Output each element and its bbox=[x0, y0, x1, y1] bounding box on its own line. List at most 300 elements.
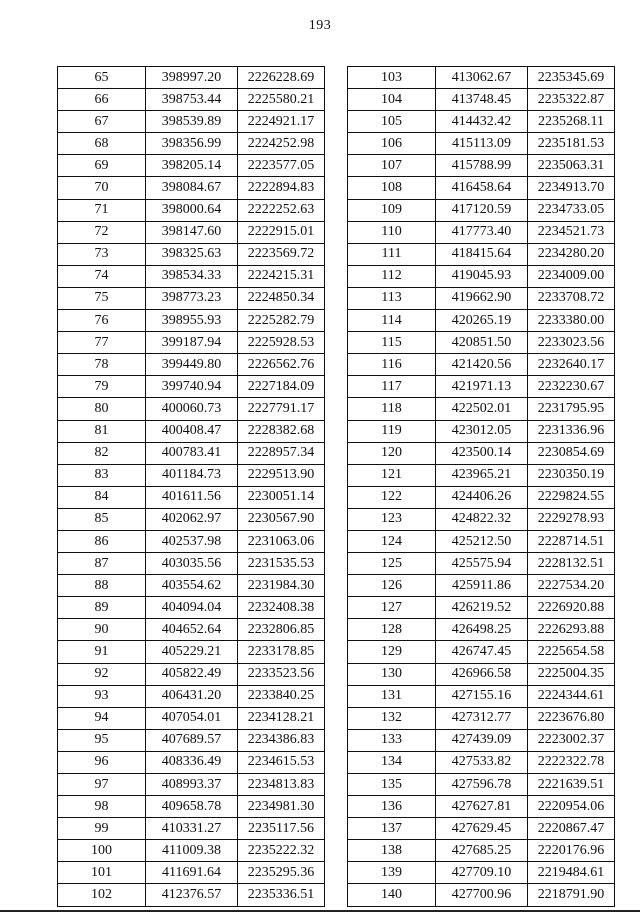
x-coordinate-cell: 398000.64 bbox=[146, 199, 238, 221]
table-row bbox=[348, 707, 615, 729]
point-number-cell: 66 bbox=[58, 89, 146, 111]
y-coordinate-cell: 2224850.34 bbox=[238, 287, 325, 309]
x-coordinate-cell: 405822.49 bbox=[146, 663, 238, 685]
table-row bbox=[348, 796, 615, 818]
y-coordinate-cell: 2234521.73 bbox=[528, 221, 615, 243]
x-coordinate-cell: 398539.89 bbox=[146, 111, 238, 133]
table-row bbox=[58, 575, 325, 597]
table-row bbox=[348, 641, 615, 663]
table-row bbox=[58, 67, 325, 89]
y-coordinate-cell: 2223676.80 bbox=[528, 707, 615, 729]
point-number-cell: 95 bbox=[58, 729, 146, 751]
point-number-cell: 89 bbox=[58, 597, 146, 619]
y-coordinate-cell: 2225928.53 bbox=[238, 332, 325, 354]
point-number-cell: 117 bbox=[348, 376, 436, 398]
table-row bbox=[348, 221, 615, 243]
y-coordinate-cell: 2233523.56 bbox=[238, 663, 325, 685]
point-number-cell: 83 bbox=[58, 464, 146, 486]
table-row bbox=[348, 729, 615, 751]
table-row bbox=[348, 420, 615, 442]
table-row bbox=[58, 398, 325, 420]
y-coordinate-cell: 2226562.76 bbox=[238, 354, 325, 376]
table-row bbox=[58, 840, 325, 862]
table-row bbox=[348, 133, 615, 155]
point-number-cell: 115 bbox=[348, 332, 436, 354]
point-number-cell: 81 bbox=[58, 420, 146, 442]
y-coordinate-cell: 2233840.25 bbox=[238, 685, 325, 707]
x-coordinate-cell: 427709.10 bbox=[436, 862, 528, 884]
table-row bbox=[348, 310, 615, 332]
point-number-cell: 122 bbox=[348, 486, 436, 508]
x-coordinate-cell: 410331.27 bbox=[146, 818, 238, 840]
y-coordinate-cell: 2231336.96 bbox=[528, 420, 615, 442]
page-number: 193 bbox=[308, 18, 332, 33]
y-coordinate-cell: 2229513.90 bbox=[238, 464, 325, 486]
table-row bbox=[58, 597, 325, 619]
x-coordinate-cell: 427596.78 bbox=[436, 774, 528, 796]
x-coordinate-cell: 398773.23 bbox=[146, 287, 238, 309]
point-number-cell: 140 bbox=[348, 884, 436, 906]
y-coordinate-cell: 2223002.37 bbox=[528, 729, 615, 751]
y-coordinate-cell: 2235295.36 bbox=[238, 862, 325, 884]
point-number-cell: 126 bbox=[348, 575, 436, 597]
point-number-cell: 111 bbox=[348, 243, 436, 265]
y-coordinate-cell: 2220867.47 bbox=[528, 818, 615, 840]
x-coordinate-cell: 411691.64 bbox=[146, 862, 238, 884]
point-number-cell: 73 bbox=[58, 243, 146, 265]
point-number-cell: 107 bbox=[348, 155, 436, 177]
point-number-cell: 84 bbox=[58, 486, 146, 508]
point-number-cell: 75 bbox=[58, 287, 146, 309]
table-row bbox=[348, 67, 615, 89]
x-coordinate-cell: 408993.37 bbox=[146, 774, 238, 796]
x-coordinate-cell: 404652.64 bbox=[146, 619, 238, 641]
table-row bbox=[348, 508, 615, 530]
point-number-cell: 129 bbox=[348, 641, 436, 663]
table-row bbox=[348, 243, 615, 265]
point-number-cell: 97 bbox=[58, 774, 146, 796]
table-row bbox=[58, 155, 325, 177]
table-row bbox=[58, 729, 325, 751]
x-coordinate-cell: 406431.20 bbox=[146, 685, 238, 707]
point-number-cell: 79 bbox=[58, 376, 146, 398]
x-coordinate-cell: 411009.38 bbox=[146, 840, 238, 862]
table-row bbox=[348, 111, 615, 133]
table-row bbox=[58, 486, 325, 508]
point-number-cell: 133 bbox=[348, 729, 436, 751]
point-number-cell: 82 bbox=[58, 442, 146, 464]
x-coordinate-cell: 427533.82 bbox=[436, 751, 528, 773]
point-number-cell: 113 bbox=[348, 287, 436, 309]
y-coordinate-cell: 2224215.31 bbox=[238, 265, 325, 287]
y-coordinate-cell: 2234386.83 bbox=[238, 729, 325, 751]
y-coordinate-cell: 2234615.53 bbox=[238, 751, 325, 773]
y-coordinate-cell: 2235336.51 bbox=[238, 884, 325, 906]
table-row bbox=[58, 530, 325, 552]
y-coordinate-cell: 2227534.20 bbox=[528, 575, 615, 597]
point-number-cell: 130 bbox=[348, 663, 436, 685]
table-row bbox=[58, 265, 325, 287]
x-coordinate-cell: 426747.45 bbox=[436, 641, 528, 663]
y-coordinate-cell: 2222915.01 bbox=[238, 221, 325, 243]
x-coordinate-cell: 399449.80 bbox=[146, 354, 238, 376]
x-coordinate-cell: 426219.52 bbox=[436, 597, 528, 619]
x-coordinate-cell: 422502.01 bbox=[436, 398, 528, 420]
x-coordinate-cell: 398147.60 bbox=[146, 221, 238, 243]
y-coordinate-cell: 2232230.67 bbox=[528, 376, 615, 398]
table-row bbox=[58, 111, 325, 133]
y-coordinate-cell: 2230051.14 bbox=[238, 486, 325, 508]
table-row bbox=[58, 420, 325, 442]
point-number-cell: 123 bbox=[348, 508, 436, 530]
table-row bbox=[348, 774, 615, 796]
x-coordinate-cell: 398205.14 bbox=[146, 155, 238, 177]
x-coordinate-cell: 403554.62 bbox=[146, 575, 238, 597]
y-coordinate-cell: 2220176.96 bbox=[528, 840, 615, 862]
point-number-cell: 90 bbox=[58, 619, 146, 641]
coordinates-table-left bbox=[57, 66, 325, 907]
point-number-cell: 134 bbox=[348, 751, 436, 773]
point-number-cell: 102 bbox=[58, 884, 146, 906]
y-coordinate-cell: 2231535.53 bbox=[238, 553, 325, 575]
table-row bbox=[58, 354, 325, 376]
coordinates-table-right-body bbox=[348, 67, 615, 907]
point-number-cell: 124 bbox=[348, 530, 436, 552]
point-number-cell: 91 bbox=[58, 641, 146, 663]
y-coordinate-cell: 2235322.87 bbox=[528, 89, 615, 111]
point-number-cell: 118 bbox=[348, 398, 436, 420]
table-row bbox=[58, 553, 325, 575]
point-number-cell: 136 bbox=[348, 796, 436, 818]
y-coordinate-cell: 2232640.17 bbox=[528, 354, 615, 376]
point-number-cell: 98 bbox=[58, 796, 146, 818]
x-coordinate-cell: 419662.90 bbox=[436, 287, 528, 309]
x-coordinate-cell: 421971.13 bbox=[436, 376, 528, 398]
table-row bbox=[58, 177, 325, 199]
point-number-cell: 74 bbox=[58, 265, 146, 287]
y-coordinate-cell: 2235345.69 bbox=[528, 67, 615, 89]
table-row bbox=[348, 619, 615, 641]
x-coordinate-cell: 407054.01 bbox=[146, 707, 238, 729]
y-coordinate-cell: 2235181.53 bbox=[528, 133, 615, 155]
table-row bbox=[348, 685, 615, 707]
table-row bbox=[348, 818, 615, 840]
x-coordinate-cell: 424822.32 bbox=[436, 508, 528, 530]
point-number-cell: 108 bbox=[348, 177, 436, 199]
x-coordinate-cell: 427700.96 bbox=[436, 884, 528, 906]
x-coordinate-cell: 412376.57 bbox=[146, 884, 238, 906]
y-coordinate-cell: 2234280.20 bbox=[528, 243, 615, 265]
point-number-cell: 85 bbox=[58, 508, 146, 530]
point-number-cell: 120 bbox=[348, 442, 436, 464]
x-coordinate-cell: 425575.94 bbox=[436, 553, 528, 575]
x-coordinate-cell: 426498.25 bbox=[436, 619, 528, 641]
table-row bbox=[348, 840, 615, 862]
table-row bbox=[348, 575, 615, 597]
x-coordinate-cell: 400408.47 bbox=[146, 420, 238, 442]
x-coordinate-cell: 421420.56 bbox=[436, 354, 528, 376]
y-coordinate-cell: 2234733.05 bbox=[528, 199, 615, 221]
point-number-cell: 125 bbox=[348, 553, 436, 575]
x-coordinate-cell: 403035.56 bbox=[146, 553, 238, 575]
table-row bbox=[348, 884, 615, 906]
table-row bbox=[58, 796, 325, 818]
y-coordinate-cell: 2222252.63 bbox=[238, 199, 325, 221]
point-number-cell: 71 bbox=[58, 199, 146, 221]
point-number-cell: 101 bbox=[58, 862, 146, 884]
y-coordinate-cell: 2225004.35 bbox=[528, 663, 615, 685]
point-number-cell: 114 bbox=[348, 310, 436, 332]
table-row bbox=[348, 155, 615, 177]
table-row bbox=[348, 287, 615, 309]
y-coordinate-cell: 2232408.38 bbox=[238, 597, 325, 619]
x-coordinate-cell: 417120.59 bbox=[436, 199, 528, 221]
y-coordinate-cell: 2234128.21 bbox=[238, 707, 325, 729]
y-coordinate-cell: 2226293.88 bbox=[528, 619, 615, 641]
y-coordinate-cell: 2226228.69 bbox=[238, 67, 325, 89]
point-number-cell: 137 bbox=[348, 818, 436, 840]
x-coordinate-cell: 402537.98 bbox=[146, 530, 238, 552]
y-coordinate-cell: 2224344.61 bbox=[528, 685, 615, 707]
table-row bbox=[58, 508, 325, 530]
y-coordinate-cell: 2228132.51 bbox=[528, 553, 615, 575]
coordinates-table-left-body bbox=[58, 67, 325, 907]
table-row bbox=[58, 243, 325, 265]
table-row bbox=[58, 818, 325, 840]
y-coordinate-cell: 2229824.55 bbox=[528, 486, 615, 508]
point-number-cell: 135 bbox=[348, 774, 436, 796]
x-coordinate-cell: 414432.42 bbox=[436, 111, 528, 133]
point-number-cell: 103 bbox=[348, 67, 436, 89]
y-coordinate-cell: 2228957.34 bbox=[238, 442, 325, 464]
point-number-cell: 138 bbox=[348, 840, 436, 862]
y-coordinate-cell: 2233178.85 bbox=[238, 641, 325, 663]
x-coordinate-cell: 423012.05 bbox=[436, 420, 528, 442]
point-number-cell: 132 bbox=[348, 707, 436, 729]
x-coordinate-cell: 408336.49 bbox=[146, 751, 238, 773]
y-coordinate-cell: 2231063.06 bbox=[238, 530, 325, 552]
table-row bbox=[348, 751, 615, 773]
y-coordinate-cell: 2235117.56 bbox=[238, 818, 325, 840]
x-coordinate-cell: 425212.50 bbox=[436, 530, 528, 552]
y-coordinate-cell: 2225282.79 bbox=[238, 310, 325, 332]
y-coordinate-cell: 2234981.30 bbox=[238, 796, 325, 818]
x-coordinate-cell: 427155.16 bbox=[436, 685, 528, 707]
x-coordinate-cell: 401611.56 bbox=[146, 486, 238, 508]
table-row bbox=[58, 751, 325, 773]
table-row bbox=[58, 287, 325, 309]
table-row bbox=[58, 376, 325, 398]
x-coordinate-cell: 400783.41 bbox=[146, 442, 238, 464]
x-coordinate-cell: 426966.58 bbox=[436, 663, 528, 685]
point-number-cell: 87 bbox=[58, 553, 146, 575]
point-number-cell: 65 bbox=[58, 67, 146, 89]
x-coordinate-cell: 398753.44 bbox=[146, 89, 238, 111]
y-coordinate-cell: 2231795.95 bbox=[528, 398, 615, 420]
table-row bbox=[58, 774, 325, 796]
point-number-cell: 128 bbox=[348, 619, 436, 641]
y-coordinate-cell: 2221639.51 bbox=[528, 774, 615, 796]
y-coordinate-cell: 2222322.78 bbox=[528, 751, 615, 773]
table-row bbox=[348, 862, 615, 884]
y-coordinate-cell: 2223569.72 bbox=[238, 243, 325, 265]
x-coordinate-cell: 415788.99 bbox=[436, 155, 528, 177]
point-number-cell: 127 bbox=[348, 597, 436, 619]
y-coordinate-cell: 2235222.32 bbox=[238, 840, 325, 862]
point-number-cell: 139 bbox=[348, 862, 436, 884]
table-row bbox=[348, 530, 615, 552]
table-row bbox=[58, 221, 325, 243]
point-number-cell: 106 bbox=[348, 133, 436, 155]
x-coordinate-cell: 405229.21 bbox=[146, 641, 238, 663]
x-coordinate-cell: 425911.86 bbox=[436, 575, 528, 597]
x-coordinate-cell: 399740.94 bbox=[146, 376, 238, 398]
point-number-cell: 88 bbox=[58, 575, 146, 597]
table-row bbox=[348, 354, 615, 376]
x-coordinate-cell: 413748.45 bbox=[436, 89, 528, 111]
table-row bbox=[58, 89, 325, 111]
point-number-cell: 112 bbox=[348, 265, 436, 287]
table-row bbox=[348, 398, 615, 420]
x-coordinate-cell: 417773.40 bbox=[436, 221, 528, 243]
point-number-cell: 121 bbox=[348, 464, 436, 486]
page-bottom-rule bbox=[0, 910, 640, 912]
x-coordinate-cell: 398997.20 bbox=[146, 67, 238, 89]
y-coordinate-cell: 2228382.68 bbox=[238, 420, 325, 442]
x-coordinate-cell: 413062.67 bbox=[436, 67, 528, 89]
y-coordinate-cell: 2225654.58 bbox=[528, 641, 615, 663]
table-row bbox=[348, 486, 615, 508]
point-number-cell: 68 bbox=[58, 133, 146, 155]
point-number-cell: 100 bbox=[58, 840, 146, 862]
point-number-cell: 110 bbox=[348, 221, 436, 243]
y-coordinate-cell: 2228714.51 bbox=[528, 530, 615, 552]
table-row bbox=[58, 641, 325, 663]
x-coordinate-cell: 427685.25 bbox=[436, 840, 528, 862]
y-coordinate-cell: 2218791.90 bbox=[528, 884, 615, 906]
table-row bbox=[348, 89, 615, 111]
table-row bbox=[348, 442, 615, 464]
table-row bbox=[58, 884, 325, 906]
x-coordinate-cell: 427312.77 bbox=[436, 707, 528, 729]
y-coordinate-cell: 2235268.11 bbox=[528, 111, 615, 133]
point-number-cell: 109 bbox=[348, 199, 436, 221]
point-number-cell: 96 bbox=[58, 751, 146, 773]
table-row bbox=[348, 553, 615, 575]
x-coordinate-cell: 399187.94 bbox=[146, 332, 238, 354]
y-coordinate-cell: 2225580.21 bbox=[238, 89, 325, 111]
x-coordinate-cell: 416458.64 bbox=[436, 177, 528, 199]
x-coordinate-cell: 398084.67 bbox=[146, 177, 238, 199]
x-coordinate-cell: 427629.45 bbox=[436, 818, 528, 840]
y-coordinate-cell: 2230567.90 bbox=[238, 508, 325, 530]
table-row bbox=[348, 199, 615, 221]
y-coordinate-cell: 2223577.05 bbox=[238, 155, 325, 177]
y-coordinate-cell: 2224921.17 bbox=[238, 111, 325, 133]
table-row bbox=[58, 663, 325, 685]
point-number-cell: 67 bbox=[58, 111, 146, 133]
y-coordinate-cell: 2234813.83 bbox=[238, 774, 325, 796]
point-number-cell: 77 bbox=[58, 332, 146, 354]
point-number-cell: 119 bbox=[348, 420, 436, 442]
table-row bbox=[348, 177, 615, 199]
y-coordinate-cell: 2230350.19 bbox=[528, 464, 615, 486]
y-coordinate-cell: 2232806.85 bbox=[238, 619, 325, 641]
point-number-cell: 93 bbox=[58, 685, 146, 707]
table-row bbox=[58, 707, 325, 729]
y-coordinate-cell: 2219484.61 bbox=[528, 862, 615, 884]
table-row bbox=[58, 464, 325, 486]
table-row bbox=[58, 862, 325, 884]
point-number-cell: 86 bbox=[58, 530, 146, 552]
point-number-cell: 80 bbox=[58, 398, 146, 420]
x-coordinate-cell: 424406.26 bbox=[436, 486, 528, 508]
x-coordinate-cell: 398955.93 bbox=[146, 310, 238, 332]
point-number-cell: 78 bbox=[58, 354, 146, 376]
table-row bbox=[58, 619, 325, 641]
x-coordinate-cell: 407689.57 bbox=[146, 729, 238, 751]
table-row bbox=[58, 310, 325, 332]
x-coordinate-cell: 427439.09 bbox=[436, 729, 528, 751]
x-coordinate-cell: 420851.50 bbox=[436, 332, 528, 354]
y-coordinate-cell: 2231984.30 bbox=[238, 575, 325, 597]
point-number-cell: 99 bbox=[58, 818, 146, 840]
y-coordinate-cell: 2222894.83 bbox=[238, 177, 325, 199]
table-row bbox=[348, 332, 615, 354]
table-row bbox=[58, 199, 325, 221]
x-coordinate-cell: 404094.04 bbox=[146, 597, 238, 619]
x-coordinate-cell: 423500.14 bbox=[436, 442, 528, 464]
x-coordinate-cell: 400060.73 bbox=[146, 398, 238, 420]
table-row bbox=[58, 685, 325, 707]
table-row bbox=[58, 442, 325, 464]
x-coordinate-cell: 402062.97 bbox=[146, 508, 238, 530]
table-row bbox=[348, 464, 615, 486]
y-coordinate-cell: 2227184.09 bbox=[238, 376, 325, 398]
table-row bbox=[348, 376, 615, 398]
point-number-cell: 94 bbox=[58, 707, 146, 729]
point-number-cell: 69 bbox=[58, 155, 146, 177]
table-row bbox=[348, 663, 615, 685]
y-coordinate-cell: 2227791.17 bbox=[238, 398, 325, 420]
table-row bbox=[348, 597, 615, 619]
y-coordinate-cell: 2230854.69 bbox=[528, 442, 615, 464]
point-number-cell: 70 bbox=[58, 177, 146, 199]
x-coordinate-cell: 419045.93 bbox=[436, 265, 528, 287]
y-coordinate-cell: 2234009.00 bbox=[528, 265, 615, 287]
y-coordinate-cell: 2220954.06 bbox=[528, 796, 615, 818]
point-number-cell: 131 bbox=[348, 685, 436, 707]
table-row bbox=[58, 133, 325, 155]
table-row bbox=[58, 332, 325, 354]
point-number-cell: 76 bbox=[58, 310, 146, 332]
point-number-cell: 105 bbox=[348, 111, 436, 133]
coordinates-table-right bbox=[347, 66, 615, 907]
x-coordinate-cell: 415113.09 bbox=[436, 133, 528, 155]
x-coordinate-cell: 398534.33 bbox=[146, 265, 238, 287]
y-coordinate-cell: 2229278.93 bbox=[528, 508, 615, 530]
x-coordinate-cell: 423965.21 bbox=[436, 464, 528, 486]
point-number-cell: 104 bbox=[348, 89, 436, 111]
x-coordinate-cell: 420265.19 bbox=[436, 310, 528, 332]
x-coordinate-cell: 398356.99 bbox=[146, 133, 238, 155]
x-coordinate-cell: 418415.64 bbox=[436, 243, 528, 265]
x-coordinate-cell: 427627.81 bbox=[436, 796, 528, 818]
table-row bbox=[348, 265, 615, 287]
point-number-cell: 92 bbox=[58, 663, 146, 685]
x-coordinate-cell: 401184.73 bbox=[146, 464, 238, 486]
y-coordinate-cell: 2224252.98 bbox=[238, 133, 325, 155]
